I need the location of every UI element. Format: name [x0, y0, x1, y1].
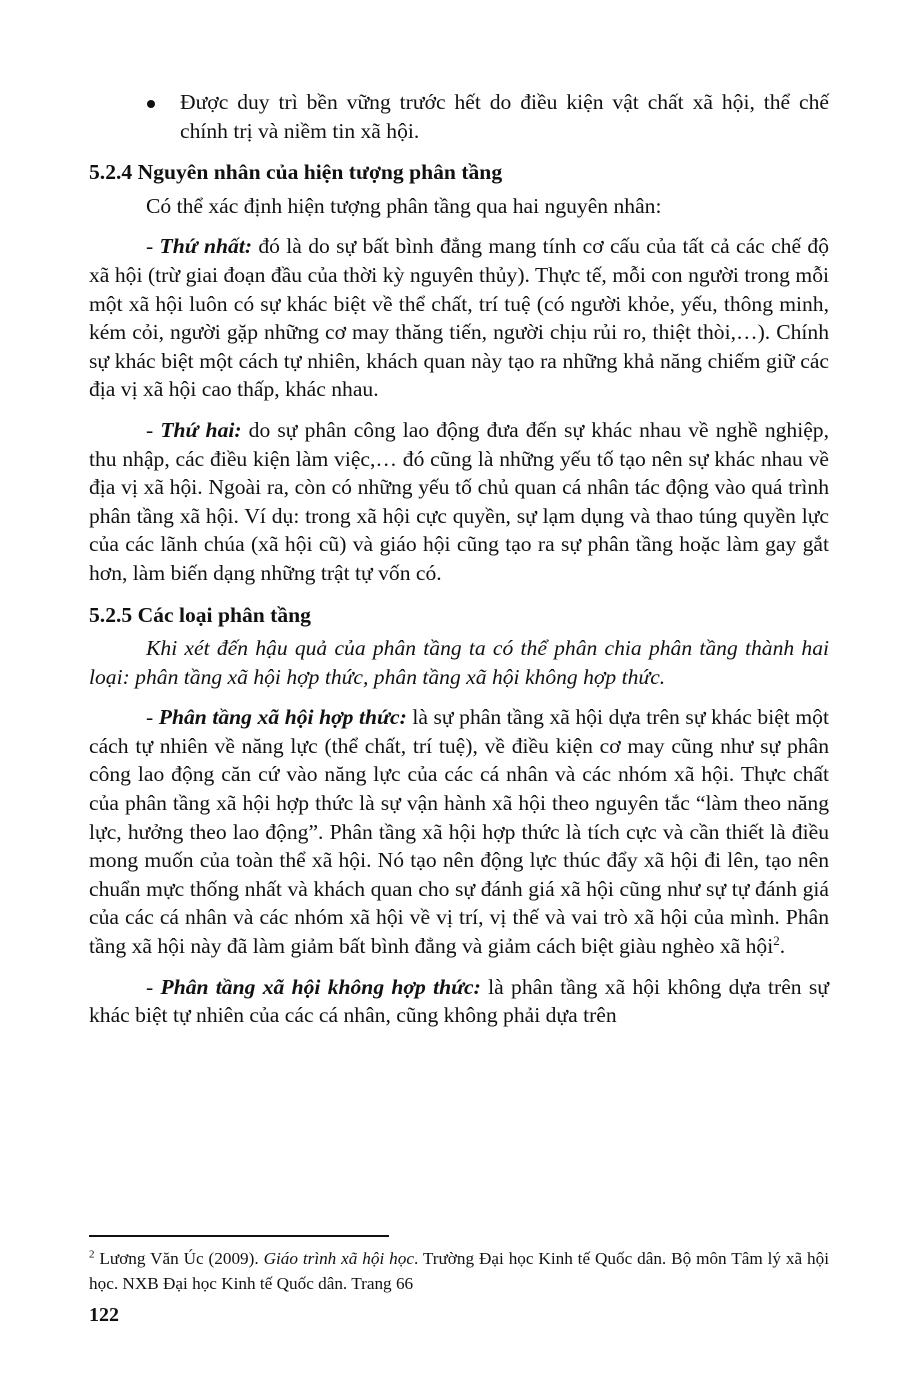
- footnote-book-title: Giáo trình xã hội học: [263, 1249, 414, 1268]
- term-label: Thứ hai:: [160, 417, 242, 442]
- section-524-paragraph-2: [89, 416, 829, 588]
- footnote-divider: [89, 1235, 389, 1237]
- dash-marker: -: [146, 234, 160, 259]
- paragraph-text: do sự phân công lao động đưa đến sự khác nhau về nghề nghiệp, thu nhập, các điều kiện làm việc,… đó cũng là những yếu tố tạo nên sự khác nhau về địa vị xã hội. Ngoài ra, còn có những yếu tố chủ quan cá nhân tác động vào quá trình phân tầng xã hội. Ví dụ: trong xã hội cực quyền, sự lạm dụng và thao túng quyền lực của các lãnh chúa (xã hội cũ) và giáo hội cũng tạo ra sự phân tầng hoặc làm gay gắt hơn, làm biến dạng những trật tự vốn có.: [89, 417, 829, 585]
- paragraph-text: là phân tầng xã hội không dựa trên sự khác biệt tự nhiên của các cá nhân, cũng không phải dựa trên: [89, 974, 830, 1028]
- section-525-intro: Khi xét đến hậu quả của phân tầng ta có thể phân chia phân tầng thành hai loại: phân tầng xã hội hợp thức, phân tầng xã hội không hợp thức.: [89, 636, 829, 689]
- paragraph-end: .: [779, 934, 786, 959]
- footnote-reference[interactable]: 2: [773, 932, 780, 948]
- paragraph-text: là sự phân tầng xã hội dựa trên sự khác biệt một cách tự nhiên về năng lực (thể chất, trí tuệ), về điều kiện cơ may cũng như sự phân công lao động căn cứ vào năng lực của các cá nhân và các nhóm xã hội. Thực chất của phân tầng xã hội hợp thức là sự vận hành xã hội theo nguyên tắc “làm theo năng lực, hưởng theo lao động”. Phân tầng xã hội hợp thức là tích cực và cần thiết là điều mong muốn của toàn thể xã hội. Nó tạo nên động lực thúc đẩy xã hội đi lên, tạo nên chuẩn mực thống nhất và khách quan cho sự đánh giá xã hội cũng như sự tự đánh giá của các cá nhân và các nhóm xã hội về vị trí, vị thế và vai trò xã hội của mình. Phân tầng xã hội này đã làm giảm bất bình đẳng và giảm cách biệt giàu nghèo xã hội: [89, 705, 829, 959]
- section-524-intro: Có thể xác định hiện tượng phân tầng qua hai nguyên nhân:: [146, 193, 662, 218]
- footnote-marker: 2: [89, 1248, 95, 1261]
- footnote-author: Lương Văn Úc (2009).: [94, 1249, 264, 1268]
- term-label: Phân tầng xã hội hợp thức:: [158, 705, 407, 730]
- dash-marker: -: [146, 705, 159, 730]
- dash-marker: -: [146, 974, 161, 999]
- page-number: 122: [89, 1304, 119, 1326]
- section-524-paragraph-1: [89, 232, 829, 404]
- paragraph-text: đó là do sự bất bình đẳng mang tính cơ cấu của tất cả các chế độ xã hội (trừ giai đoạn đầu của thời kỳ nguyên thủy). Thực tế, mỗi con người trong mỗi một xã hội luôn có sự khác biệt về thể chất, trí tuệ (có người khỏe, yếu, thông minh, kém cỏi, người gặp những cơ may thăng tiến, người chịu rủi ro, thiệt thòi,…). Chính sự khác biệt một cách tự nhiên, khách quan này tạo ra những khả năng chiếm giữ các địa vị xã hội cao thấp, khác nhau.: [89, 234, 829, 402]
- section-heading-5-2-4: 5.2.4 Nguyên nhân của hiện tượng phân tầng: [89, 160, 503, 185]
- dash-marker: -: [146, 417, 161, 442]
- page-body: [89, 88, 829, 1030]
- term-label: Thứ nhất:: [159, 234, 253, 259]
- footnote: [89, 1246, 829, 1296]
- bullet-text: Được duy trì bền vững trước hết do điều kiện vật chất xã hội, thể chế chính trị và niềm tin xã hội.: [180, 90, 829, 143]
- term-label: Phân tầng xã hội không hợp thức:: [160, 974, 481, 999]
- bullet-item: [89, 88, 829, 145]
- section-525-paragraph-2: [89, 973, 829, 1030]
- bullet-icon: [147, 100, 155, 108]
- footnote-details: . Trường Đại học Kinh tế Quốc dân. Bộ môn Tâm lý xã hội học. NXB Đại học Kinh tế Quốc dân. Trang 66: [89, 1249, 829, 1293]
- section-heading-5-2-5: 5.2.5 Các loại phân tầng: [89, 602, 311, 627]
- section-525-paragraph-1: [89, 703, 829, 960]
